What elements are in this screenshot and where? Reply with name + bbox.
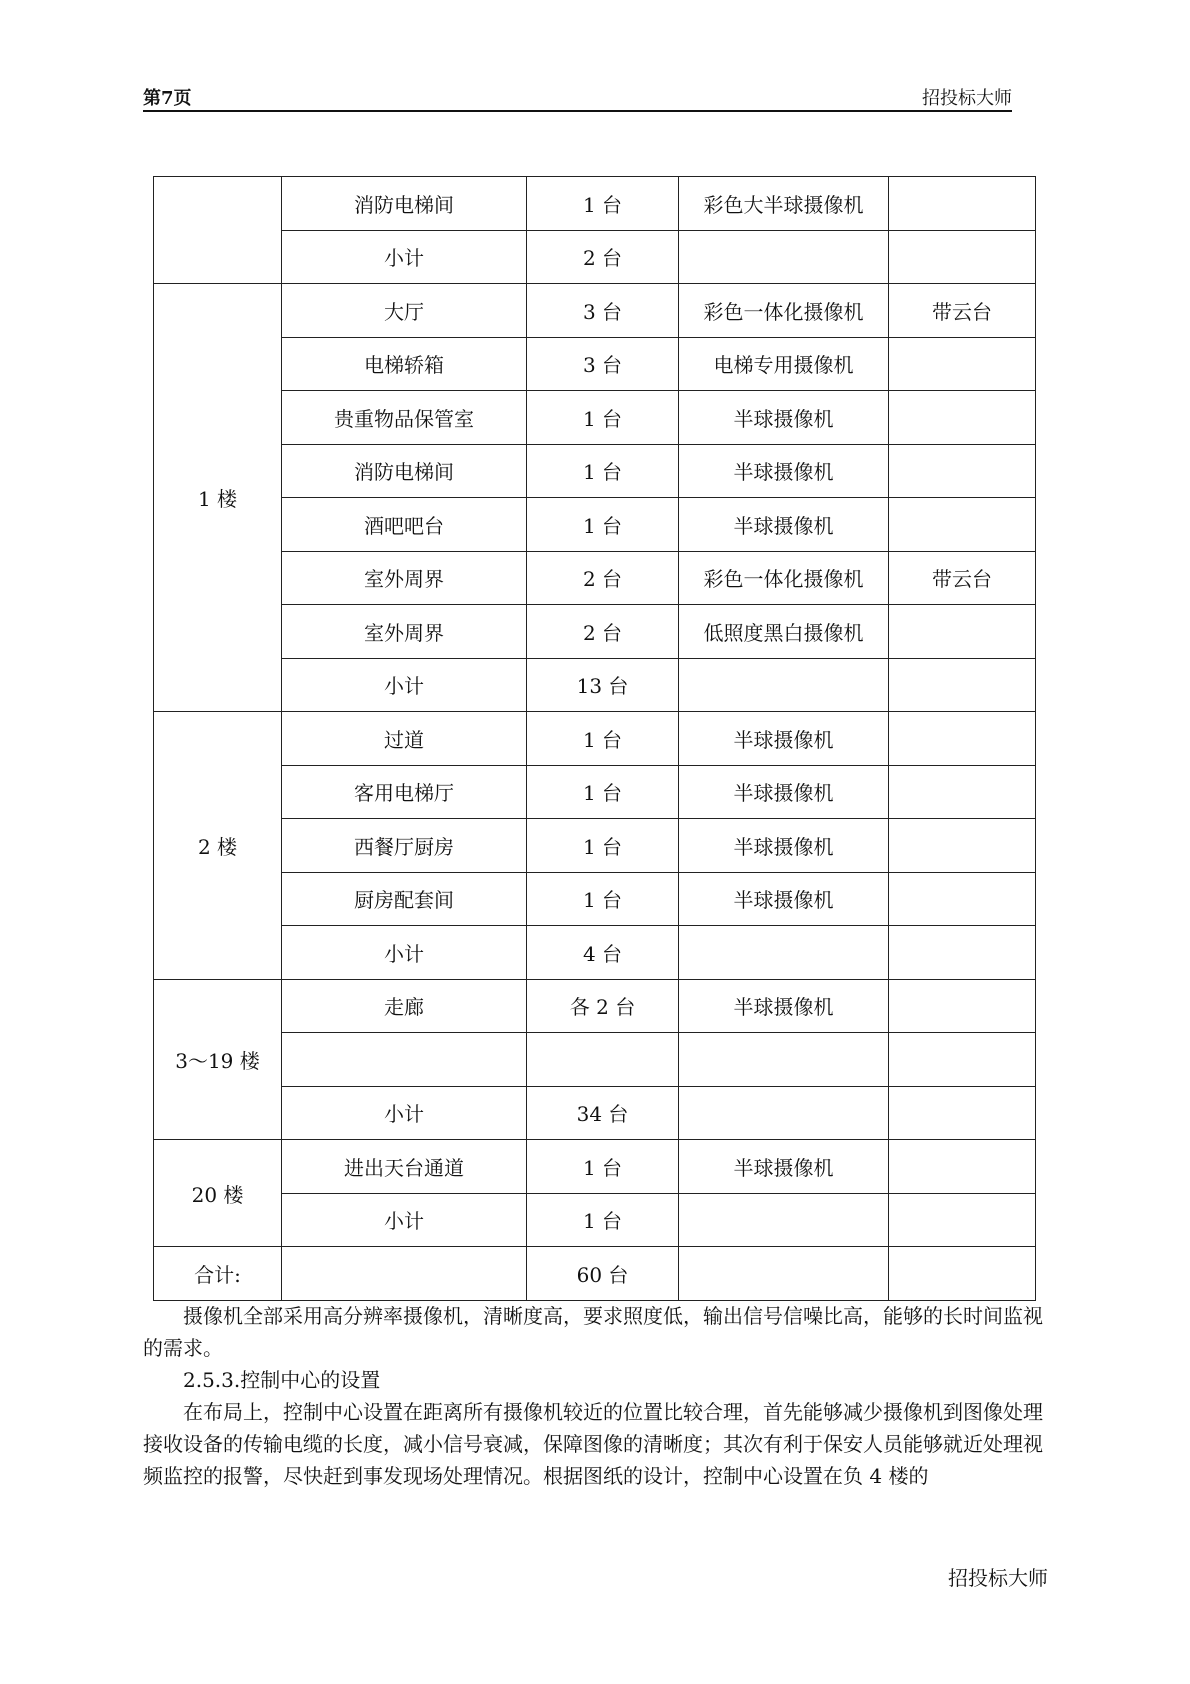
table-row [154, 979, 1036, 1033]
note-cell [889, 230, 1036, 284]
table-row [154, 926, 1036, 980]
camera-type-cell [679, 1247, 889, 1301]
floor-cell: 2 楼 [154, 712, 282, 980]
quantity-cell: 1 台 [527, 444, 679, 498]
location-cell: 酒吧吧台 [282, 498, 527, 552]
table-row [154, 1140, 1036, 1194]
quantity-cell: 1 台 [527, 1193, 679, 1247]
camera-type-cell: 半球摄像机 [679, 872, 889, 926]
location-cell: 西餐厅厨房 [282, 819, 527, 873]
camera-type-cell: 半球摄像机 [679, 819, 889, 873]
quantity-cell: 1 台 [527, 498, 679, 552]
note-cell [889, 979, 1036, 1033]
note-cell [889, 337, 1036, 391]
note-cell: 带云台 [889, 551, 1036, 605]
table-row-total [154, 1247, 1036, 1301]
camera-type-cell: 低照度黑白摄像机 [679, 605, 889, 659]
camera-type-cell: 电梯专用摄像机 [679, 337, 889, 391]
quantity-cell: 1 台 [527, 872, 679, 926]
table-row [154, 177, 1036, 231]
header-rule [143, 110, 1012, 112]
location-cell: 客用电梯厅 [282, 765, 527, 819]
location-cell: 厨房配套间 [282, 872, 527, 926]
location-cell: 小计 [282, 658, 527, 712]
location-cell [282, 1247, 527, 1301]
location-cell [282, 1033, 527, 1087]
camera-type-cell: 彩色一体化摄像机 [679, 551, 889, 605]
location-cell: 小计 [282, 926, 527, 980]
table-row [154, 1193, 1036, 1247]
footer-brand: 招投标大师 [948, 1566, 1048, 1590]
quantity-cell: 4 台 [527, 926, 679, 980]
quantity-cell: 3 台 [527, 337, 679, 391]
quantity-cell: 1 台 [527, 1140, 679, 1194]
camera-type-cell: 半球摄像机 [679, 498, 889, 552]
page-number: 第7页 [143, 88, 192, 109]
camera-type-cell [679, 1086, 889, 1140]
camera-type-cell: 彩色一体化摄像机 [679, 284, 889, 338]
table-row [154, 284, 1036, 338]
location-cell: 室外周界 [282, 605, 527, 659]
note-cell [889, 819, 1036, 873]
table-row [154, 765, 1036, 819]
table-row [154, 230, 1036, 284]
location-cell: 小计 [282, 1086, 527, 1140]
table-row [154, 444, 1036, 498]
quantity-cell: 2 台 [527, 605, 679, 659]
floor-cell: 20 楼 [154, 1140, 282, 1247]
table-row [154, 1086, 1036, 1140]
camera-type-cell: 半球摄像机 [679, 444, 889, 498]
note-cell [889, 391, 1036, 445]
location-cell: 室外周界 [282, 551, 527, 605]
total-label: 合计: [154, 1247, 282, 1301]
location-cell: 过道 [282, 712, 527, 766]
note-cell [889, 1247, 1036, 1301]
quantity-cell: 1 台 [527, 712, 679, 766]
body-paragraph: 摄像机全部采用高分辨率摄像机，清晰度高，要求照度低，输出信号信噪比高，能够的长时间监视的需求。 [143, 1304, 1043, 1360]
total-quantity: 60 台 [527, 1247, 679, 1301]
location-cell: 电梯轿箱 [282, 337, 527, 391]
camera-type-cell [679, 658, 889, 712]
quantity-cell: 2 台 [527, 551, 679, 605]
location-cell: 进出天台通道 [282, 1140, 527, 1194]
camera-type-cell [679, 230, 889, 284]
note-cell [889, 444, 1036, 498]
note-cell [889, 1193, 1036, 1247]
note-cell [889, 177, 1036, 231]
note-cell: 带云台 [889, 284, 1036, 338]
location-cell: 小计 [282, 230, 527, 284]
note-cell [889, 765, 1036, 819]
quantity-cell: 34 台 [527, 1086, 679, 1140]
table-row [154, 498, 1036, 552]
floor-cell: 1 楼 [154, 284, 282, 712]
table-row [154, 712, 1036, 766]
table-row [154, 819, 1036, 873]
section-heading: 2.5.3.控制中心的设置 [183, 1368, 381, 1392]
note-cell [889, 1140, 1036, 1194]
table-row [154, 658, 1036, 712]
camera-type-cell: 半球摄像机 [679, 979, 889, 1033]
note-cell [889, 712, 1036, 766]
camera-type-cell [679, 926, 889, 980]
table-row [154, 551, 1036, 605]
quantity-cell: 1 台 [527, 177, 679, 231]
quantity-cell: 1 台 [527, 765, 679, 819]
location-cell: 小计 [282, 1193, 527, 1247]
camera-type-cell [679, 1033, 889, 1087]
table-row [154, 1033, 1036, 1087]
quantity-cell: 1 台 [527, 819, 679, 873]
location-cell: 消防电梯间 [282, 444, 527, 498]
camera-type-cell: 半球摄像机 [679, 391, 889, 445]
floor-cell [154, 177, 282, 284]
camera-type-cell: 半球摄像机 [679, 1140, 889, 1194]
table-row [154, 391, 1036, 445]
location-cell: 大厅 [282, 284, 527, 338]
table-row [154, 605, 1036, 659]
location-cell: 消防电梯间 [282, 177, 527, 231]
note-cell [889, 1086, 1036, 1140]
quantity-cell: 2 台 [527, 230, 679, 284]
camera-type-cell: 半球摄像机 [679, 712, 889, 766]
note-cell [889, 658, 1036, 712]
location-cell: 贵重物品保管室 [282, 391, 527, 445]
quantity-cell [527, 1033, 679, 1087]
camera-type-cell: 彩色大半球摄像机 [679, 177, 889, 231]
quantity-cell: 各 2 台 [527, 979, 679, 1033]
camera-type-cell: 半球摄像机 [679, 765, 889, 819]
floor-cell: 3～19 楼 [154, 979, 282, 1140]
camera-type-cell [679, 1193, 889, 1247]
table-row [154, 872, 1036, 926]
note-cell [889, 872, 1036, 926]
table-row [154, 337, 1036, 391]
note-cell [889, 1033, 1036, 1087]
note-cell [889, 926, 1036, 980]
camera-table [153, 176, 1036, 1301]
note-cell [889, 605, 1036, 659]
quantity-cell: 3 台 [527, 284, 679, 338]
body-paragraph: 在布局上，控制中心设置在距离所有摄像机较近的位置比较合理，首先能够减少摄像机到图像处理接收设备的传输电缆的长度，减小信号衰减，保障图像的清晰度；其次有利于保安人员能够就近处理视频监控的报警，尽快赶到事发现场处理情况。根据图纸的设计，控制中心设置在负 4 楼的 [143, 1400, 1043, 1488]
header-brand: 招投标大师 [922, 88, 1012, 109]
location-cell: 走廊 [282, 979, 527, 1033]
quantity-cell: 1 台 [527, 391, 679, 445]
note-cell [889, 498, 1036, 552]
quantity-cell: 13 台 [527, 658, 679, 712]
